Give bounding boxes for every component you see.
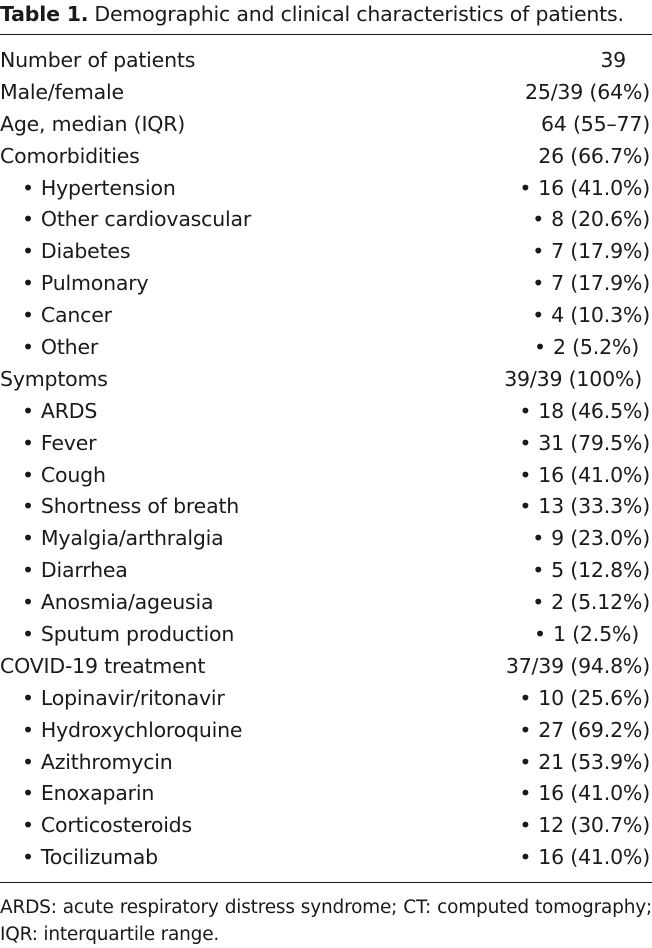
row-value-text: 2 (5.2%) (552, 335, 639, 360)
row-label: Number of patients (0, 48, 196, 72)
table-footnote: ARDS: acute respiratory distress syndrome; CT: computed tomography; IQR: interquartile range. (0, 897, 652, 945)
bullet-icon: • (519, 813, 532, 838)
bullet-icon: • (22, 398, 34, 423)
row-label: Cough (40, 462, 106, 487)
table-subrow (0, 778, 652, 810)
bullet-icon: • (519, 462, 532, 487)
row-label: Cancer (40, 303, 112, 328)
table-subrow (0, 332, 652, 364)
bullet-icon: • (22, 335, 34, 360)
row-label: Sputum production (40, 622, 235, 647)
row-value (532, 268, 650, 300)
bullet-icon: • (532, 590, 545, 615)
table-subrow (0, 747, 652, 779)
table-label: Table 1. (0, 2, 89, 26)
table-top-rule (0, 34, 652, 35)
row-label: Hypertension (40, 175, 176, 200)
bullet-icon: • (22, 303, 34, 328)
bullet-icon: • (519, 175, 532, 200)
row-value (532, 300, 650, 332)
row-label: Myalgia/arthralgia (40, 526, 224, 551)
row-value-text: 7 (17.9%) (551, 271, 650, 296)
table-subrow (0, 683, 652, 715)
row-value (532, 555, 650, 587)
bullet-icon: • (532, 271, 545, 296)
table-subrow (0, 555, 652, 587)
bullet-icon: • (22, 558, 34, 583)
row-label: Pulmonary (40, 271, 149, 296)
bullet-icon: • (534, 622, 546, 647)
row-value (534, 619, 639, 651)
row-value (519, 683, 650, 715)
table-subrow (0, 300, 652, 332)
row-value-text: 16 (41.0%) (538, 781, 650, 806)
bullet-icon: • (534, 335, 546, 360)
table-row (0, 141, 652, 173)
row-label: Azithromycin (40, 749, 173, 774)
bullet-icon: • (532, 558, 545, 583)
row-value (532, 236, 650, 268)
table-row (0, 651, 652, 683)
row-label: Other cardiovascular (40, 207, 252, 232)
row-label: Male/female (0, 79, 124, 104)
bullet-icon: • (22, 590, 34, 615)
bullet-icon: • (519, 845, 532, 870)
table-caption (0, 1, 652, 27)
row-value (519, 778, 650, 810)
bullet-icon: • (22, 526, 34, 551)
table-subrow (0, 268, 652, 300)
table-subrow (0, 810, 652, 842)
bullet-icon: • (532, 303, 545, 328)
bullet-icon: • (22, 494, 34, 519)
row-value-text: 9 (23.0%) (551, 526, 650, 551)
row-value (519, 842, 650, 874)
row-label: Shortness of breath (40, 494, 240, 519)
row-label: Fever (40, 430, 97, 455)
row-value-text: 1 (2.5%) (552, 622, 639, 647)
table-subrow (0, 619, 652, 651)
row-label: Enoxaparin (40, 781, 155, 806)
row-value-text: 8 (20.6%) (551, 207, 650, 232)
bullet-icon: • (532, 207, 545, 232)
bullet-icon: • (22, 845, 34, 870)
bullet-icon: • (532, 239, 545, 264)
row-value-text: 2 (5.12%) (551, 590, 650, 615)
row-label: Corticosteroids (40, 813, 192, 838)
table-body (0, 45, 652, 874)
row-value-text: 16 (41.0%) (538, 462, 650, 487)
row-value-text: 21 (53.9%) (538, 749, 650, 774)
row-label: Comorbidities (0, 143, 140, 168)
table-subrow (0, 173, 652, 205)
bullet-icon: • (22, 813, 34, 838)
row-value-text: 16 (41.0%) (538, 175, 650, 200)
row-value-text: 12 (30.7%) (538, 813, 650, 838)
row-value-text: 10 (25.6%) (538, 685, 650, 710)
row-value-text: 31 (79.5%) (538, 430, 650, 455)
row-value (534, 332, 639, 364)
row-value (519, 396, 650, 428)
bullet-icon: • (22, 207, 34, 232)
row-label: Hydroxychloroquine (40, 717, 243, 742)
row-label: Diarrhea (40, 558, 128, 583)
table-row (0, 77, 652, 109)
table-subrow (0, 396, 652, 428)
row-value: 64 (55–77) (540, 111, 650, 136)
table-subrow (0, 428, 652, 460)
bullet-icon: • (22, 622, 34, 647)
table-bottom-rule (0, 882, 652, 883)
row-value (519, 173, 650, 205)
row-value (532, 523, 650, 555)
row-value-text: 27 (69.2%) (538, 717, 650, 742)
bullet-icon: • (22, 271, 34, 296)
bullet-icon: • (22, 685, 34, 710)
row-value: 39/39 (100%) (504, 366, 642, 391)
row-value-text: 16 (41.0%) (538, 845, 650, 870)
row-value: 25/39 (64%) (525, 79, 650, 104)
table-subrow (0, 842, 652, 874)
row-value-text: 5 (12.8%) (551, 558, 650, 583)
table-subrow (0, 204, 652, 236)
row-value (519, 810, 650, 842)
row-value (519, 715, 650, 747)
bullet-icon: • (519, 781, 532, 806)
bullet-icon: • (22, 781, 34, 806)
row-value (532, 587, 650, 619)
bullet-icon: • (22, 749, 34, 774)
table-title: Demographic and clinical characteristics of patients. (94, 2, 624, 26)
bullet-icon: • (519, 717, 532, 742)
table-subrow (0, 236, 652, 268)
row-label: COVID-19 treatment (0, 653, 206, 678)
bullet-icon: • (519, 494, 532, 519)
bullet-icon: • (532, 526, 545, 551)
table-row (0, 45, 652, 77)
row-value-text: 18 (46.5%) (538, 398, 650, 423)
table-row (0, 364, 652, 396)
row-label: Other (40, 335, 99, 360)
table-subrow (0, 460, 652, 492)
bullet-icon: • (519, 685, 532, 710)
table-subrow (0, 587, 652, 619)
table-subrow (0, 715, 652, 747)
row-value-text: 7 (17.9%) (551, 239, 650, 264)
row-value: 37/39 (94.8%) (505, 653, 650, 678)
bullet-icon: • (22, 717, 34, 742)
bullet-icon: • (519, 430, 532, 455)
row-label: ARDS (40, 398, 98, 423)
row-label: Symptoms (0, 366, 108, 391)
row-value: 39 (600, 48, 626, 72)
row-value (519, 428, 650, 460)
row-label: Tocilizumab (40, 845, 158, 870)
row-value (519, 747, 650, 779)
row-value-text: 13 (33.3%) (538, 494, 650, 519)
row-label: Age, median (IQR) (0, 111, 186, 136)
bullet-icon: • (22, 462, 34, 487)
table-row (0, 109, 652, 141)
bullet-icon: • (519, 749, 532, 774)
table-subrow (0, 491, 652, 523)
row-label: Lopinavir/ritonavir (40, 685, 225, 710)
row-value (532, 204, 650, 236)
bullet-icon: • (22, 239, 34, 264)
table-subrow (0, 523, 652, 555)
row-value (519, 460, 650, 492)
row-label: Diabetes (40, 239, 131, 264)
bullet-icon: • (22, 175, 34, 200)
row-label: Anosmia/ageusia (40, 590, 214, 615)
row-value (519, 491, 650, 523)
bullet-icon: • (22, 430, 34, 455)
bullet-icon: • (519, 398, 532, 423)
row-value: 26 (66.7%) (538, 143, 650, 168)
row-value-text: 4 (10.3%) (551, 303, 650, 328)
